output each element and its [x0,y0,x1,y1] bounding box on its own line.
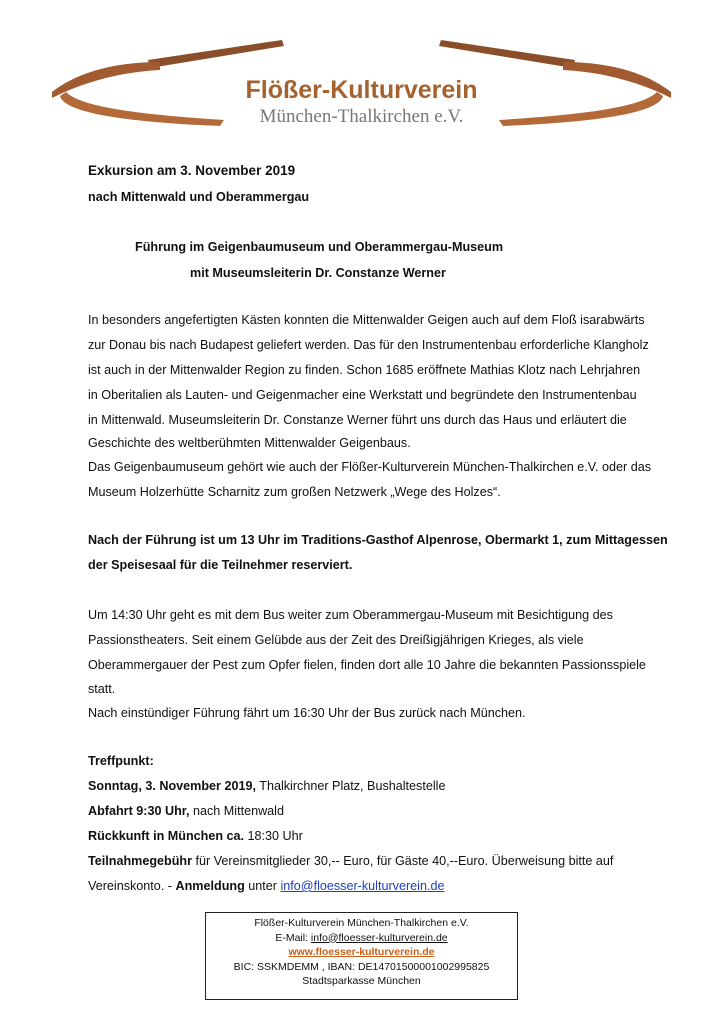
lunch-line: Nach der Führung ist um 13 Uhr im Traditions-Gasthof Alpenrose, Obermarkt 1, zum Mittagessen [88,533,668,547]
body-line: Das Geigenbaumuseum gehört wie auch der Flößer-Kulturverein München-Thalkirchen e.V. oder das [88,460,652,474]
footer-bank: BIC: SSKMDEMM , IBAN: DE14701500001002995825 [233,960,490,973]
body-line: Nach einstündiger Führung fährt um 16:30 Uhr der Bus zurück nach München. [88,706,526,720]
page-subtitle: nach Mittenwald und Oberammergau [88,190,310,204]
body-line: In besonders angefertigten Kästen konnten die Mittenwalder Geigen auch auf dem Floß isarabwärts [88,313,645,327]
footer-email-link[interactable]: info@floesser-kulturverein.de [310,931,448,944]
body-line: ist auch in der Mittenwalder Region zu finden. Schon 1685 eröffnete Mathias Klotz nach Lehrjahren [88,363,641,377]
body-line: Oberammergauer der Pest zum Opfer fielen, finden dort alle 10 Jahre die bekannten Passionsspiele [88,658,646,672]
meeting-date [88,779,445,793]
lunch-line: der Speisesaal für die Teilnehmer reserviert. [88,558,353,572]
body-line: Geschichte des weltberühmten Mittenwalder Geigenbaus. [88,436,411,450]
return-value: 18:30 Uhr [244,829,303,843]
footer-org: Flößer-Kulturverein München-Thalkirchen e.V. [254,917,469,929]
return-time [88,829,303,843]
logo-title: Flößer-Kulturverein [245,76,478,104]
fee-label: Teilnahmegebühr [88,854,193,868]
body-line: statt. [88,682,116,696]
meeting-title: Treffpunkt: [88,754,154,768]
logo [0,0,723,140]
body-line: zur Donau bis nach Budapest geliefert werden. Das für den Instrumentenbau erforderliche Klangholz [88,338,649,352]
footer-box [205,912,518,1000]
departure-destination: nach Mittenwald [189,804,284,818]
footer-bank-name: Stadtsparkasse München [302,975,421,987]
return-label: Rückkunft in München ca. [88,829,245,843]
fee-details: für Vereinsmitglieder 30,-- Euro, für Gäste 40,--Euro. Überweisung bitte auf [192,854,614,868]
registration-prefix: Vereinskonto. - [88,879,176,893]
departure [88,804,284,818]
body-line: in Mittenwald. Museumsleiterin Dr. Constanze Werner führt uns durch das Haus und erläutert die [88,413,627,427]
footer-email-line [206,931,517,946]
tour-heading: Führung im Geigenbaumuseum und Oberammergau-Museum [135,240,504,254]
page-title: Exkursion am 3. November 2019 [88,163,296,178]
body-line: Museum Holzerhütte Scharnitz zum großen Netzwerk „Wege des Holzes“. [88,485,501,499]
registration-label: Anmeldung [175,879,245,893]
meeting-date-place: Thalkirchner Platz, Bushaltestelle [255,779,446,793]
body-line: Passionstheaters. Seit einem Gelübde aus der Zeit des Dreißigjährigen Krieges, als viele [88,633,584,647]
departure-label: Abfahrt 9:30 Uhr, [88,804,190,818]
registration [88,879,444,893]
footer-website-link[interactable]: www.floesser-kulturverein.de [288,946,435,958]
body-line: Um 14:30 Uhr geht es mit dem Bus weiter zum Oberammergau-Museum mit Besichtigung des [88,608,613,622]
tour-guide: mit Museumsleiterin Dr. Constanze Werner [190,266,446,280]
registration-email-link[interactable]: info@floesser-kulturverein.de [280,879,445,893]
logo-subtitle: München-Thalkirchen e.V. [259,106,464,127]
footer-email-label: E-Mail: [275,931,311,944]
body-line: in Oberitalien als Lauten- und Geigenmacher eine Werkstatt und begründete den Instrumentenbau [88,388,637,402]
meeting-date-label: Sonntag, 3. November 2019, [88,779,256,793]
registration-mid: unter [244,879,281,893]
fee [88,854,613,868]
